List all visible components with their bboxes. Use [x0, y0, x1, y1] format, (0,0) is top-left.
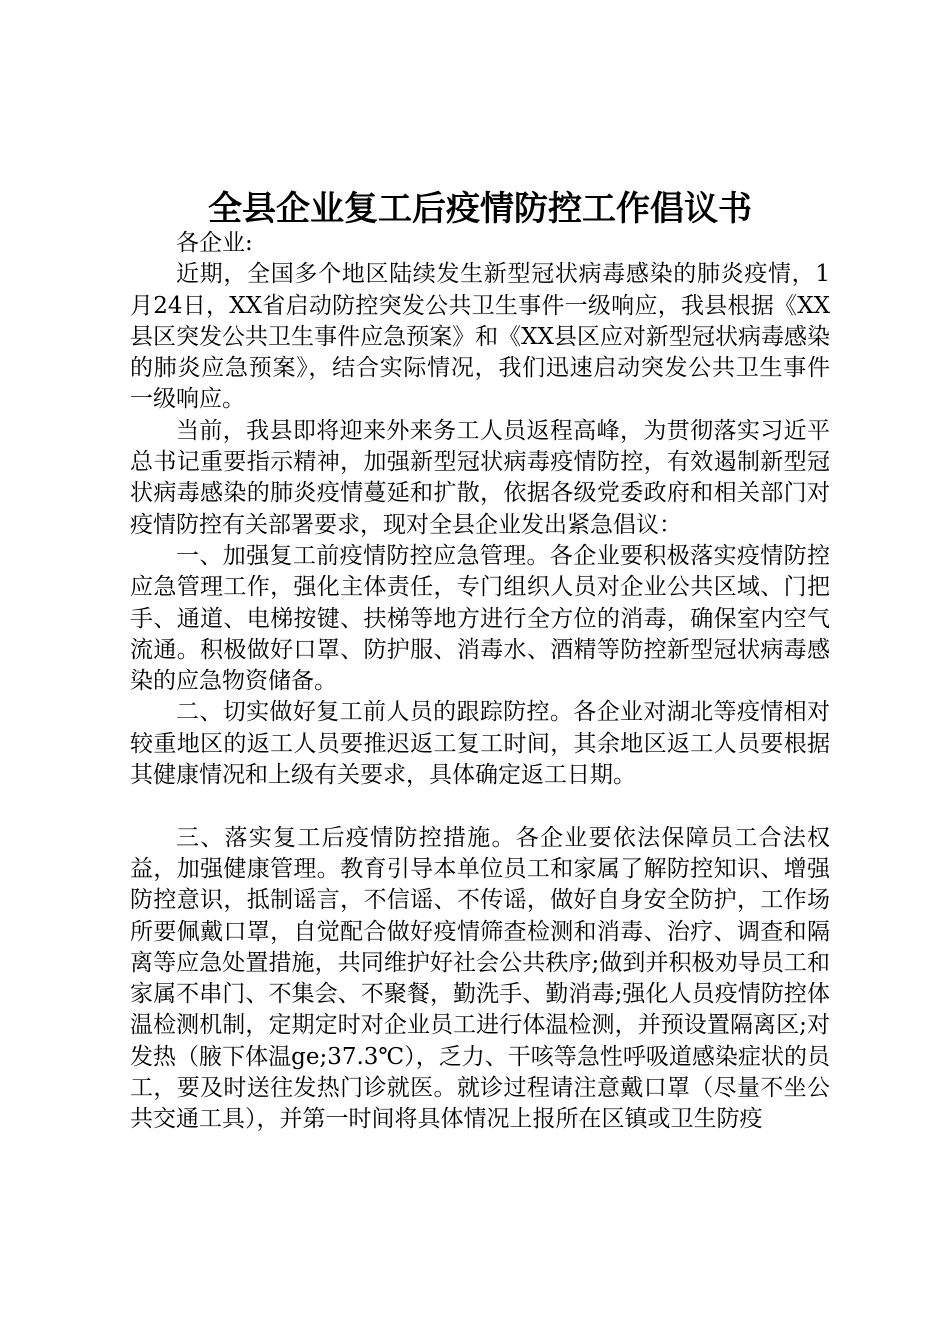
paragraph-item-1: 一、加强复工前疫情防控应急管理。各企业要积极落实疫情防控应急管理工作，强化主体责任，专门组织人员对企业公共区域、门把手、通道、电梯按键、扶梯等地方进行全方位的消毒，确保室内空气流通。积极做好口罩、防护服、消毒水、酒精等防控新型冠状病毒感染的应急物资储备。 [130, 542, 830, 695]
document-title: 全县企业复工后疫情防控工作倡议书 [208, 189, 752, 229]
paragraph-item-2: 二、切实做好复工前人员的跟踪防控。各企业对湖北等疫情相对较重地区的返工人员要推迟返工复工时间，其余地区返工人员要根据其健康情况和上级有关要求，具体确定返工日期。 [130, 699, 830, 789]
salutation: 各企业: [176, 230, 253, 256]
paragraph-current-situation: 当前，我县即将迎来外来务工人员返程高峰，为贯彻落实习近平总书记重要指示精神，加强新型冠状病毒疫情防控，有效遏制新型冠状病毒感染的肺炎疫情蔓延和扩散，依据各级党委政府和相关部门对疫情防控有关部署要求，现对全县企业发出紧急倡议： [130, 417, 830, 538]
paragraph-intro: 近期，全国多个地区陆续发生新型冠状病毒感染的肺炎疫情，1月24日，XX省启动防控突发公共卫生事件一级响应，我县根据《XX县区突发公共卫生事件应急预案》和《XX县区应对新型冠状病毒感染的肺炎应急预案》，结合实际情况，我们迅速启动突发公共卫生事件一级响应。 [130, 261, 830, 413]
document-body [130, 228, 830, 1136]
paragraph-item-3: 三、落实复工后疫情防控措施。各企业要依法保障员工合法权益，加强健康管理。教育引导本单位员工和家属了解防控知识、增强防控意识，抵制谣言，不信谣、不传谣，做好自身安全防护，工作场所要佩戴口罩，自觉配合做好疫情筛查检测和消毒、治疗、调查和隔离等应急处置措施，共同维护好社会公共秩序;做到并积极劝导员工和家属不串门、不集会、不聚餐，勤洗手、勤消毒;强化人员疫情防控体温检测机制，定期定时对企业员工进行体温检测，并预设置隔离区;对发热（腋下体温ge;37.3℃），乏力、干咳等急性呼吸道感染症状的员工，要及时送往发热门诊就医。就诊过程请注意戴口罩（尽量不坐公共交通工具），并第一时间将具体情况上报所在区镇或卫生防疫 [130, 824, 830, 1133]
